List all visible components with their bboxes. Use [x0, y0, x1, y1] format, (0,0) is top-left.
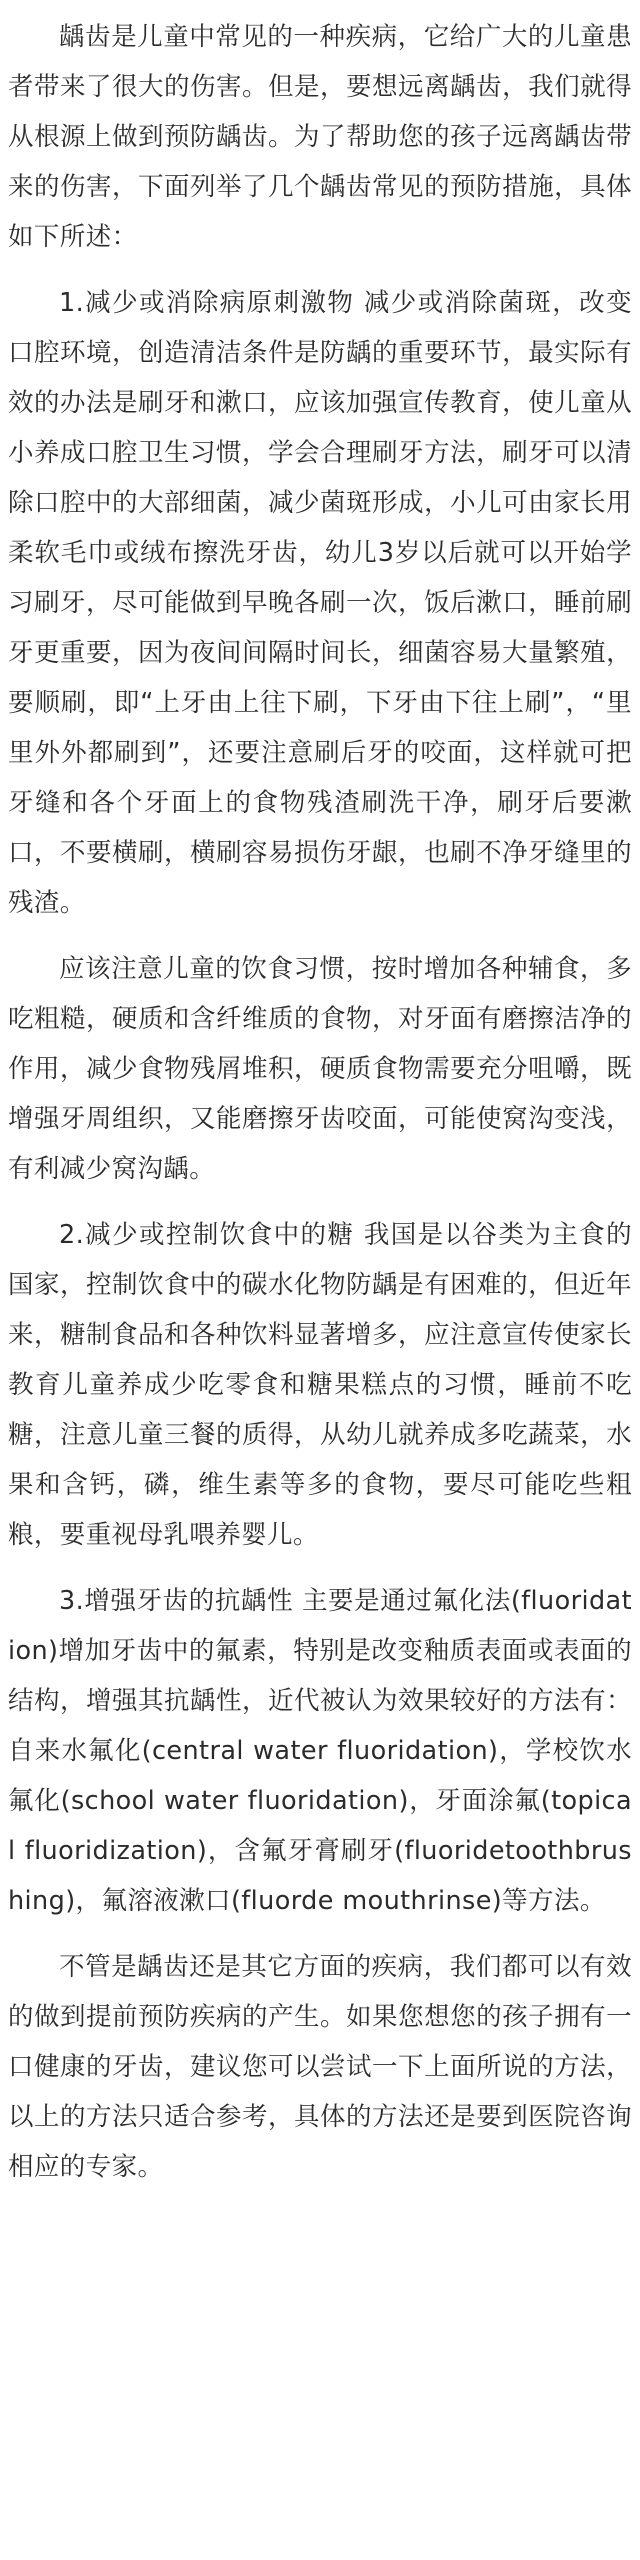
tip-2-paragraph: 2.减少或控制饮食中的糖 我国是以谷类为主食的国家，控制饮食中的碳水化物防龋是有困难的，但近年来，糖制食品和各种饮料显著增多，应注意宣传使家长教育儿童养成少吃零食和糖果糕点的习惯，睡前不吃糖，注意儿童三餐的质得，从幼儿就养成多吃蔬菜，水果和含钙，磷，维生素等多的食物，要尽可能吃些粗粮，要重视母乳喂养婴儿。 [8, 1220, 632, 1550]
tip-3-paragraph: 3.增强牙齿的抗龋性 主要是通过氟化法(fluoridation)增加牙齿中的氟素，特别是改变釉质表面或表面的结构，增强其抗龋性，近代被认为效果较好的方法有：自来水氟化(central water fluoridation)，学校饮水氟化(school water fluoridation)，牙面涂氟(topical fluoridization)，含氟牙膏刷牙(fluoridetoothbrushing)，氟溶液漱口(fluorde mouthrinse)等方法。 [8, 1586, 632, 1916]
diet-habits-paragraph: 应该注意儿童的饮食习惯，按时增加各种辅食，多吃粗糙，硬质和含纤维质的食物，对牙面有磨擦洁净的作用，减少食物残屑堆积，硬质食物需要充分咀嚼，既增强牙周组织，又能磨擦牙齿咬面，可能使窝沟变浅，有利减少窝沟龋。 [8, 954, 632, 1184]
intro-paragraph: 龋齿是儿童中常见的一种疾病，它给广大的儿童患者带来了很大的伤害。但是，要想远离龋齿，我们就得从根源上做到预防龋齿。为了帮助您的孩子远离龋齿带来的伤害，下面列举了几个龋齿常见的预防措施，具体如下所述： [8, 22, 632, 252]
tip-1-paragraph: 1.减少或消除病原刺激物 减少或消除菌斑，改变口腔环境，创造清洁条件是防龋的重要环节，最实际有效的办法是刷牙和漱口，应该加强宣传教育，使儿童从小养成口腔卫生习惯，学会合理刷牙方法，刷牙可以清除口腔中的大部细菌，减少菌斑形成，小儿可由家长用柔软毛巾或绒布擦洗牙齿，幼儿3岁以后就可以开始学习刷牙，尽可能做到早晚各刷一次，饭后漱口，睡前刷牙更重要，因为夜间间隔时间长，细菌容易大量繁殖，要顺刷，即“上牙由上往下刷，下牙由下往上刷”，“里里外外都刷到”，还要注意刷后牙的咬面，这样就可把牙缝和各个牙面上的食物残渣刷洗干净，刷牙后要漱口，不要横刷，横刷容易损伤牙龈，也刷不净牙缝里的残渣。 [8, 288, 632, 918]
conclusion-paragraph: 不管是龋齿还是其它方面的疾病，我们都可以有效的做到提前预防疾病的产生。如果您想您的孩子拥有一口健康的牙齿，建议您可以尝试一下上面所说的方法，以上的方法只适合参考，具体的方法还是要到医院咨询相应的专家。 [8, 1952, 632, 2182]
